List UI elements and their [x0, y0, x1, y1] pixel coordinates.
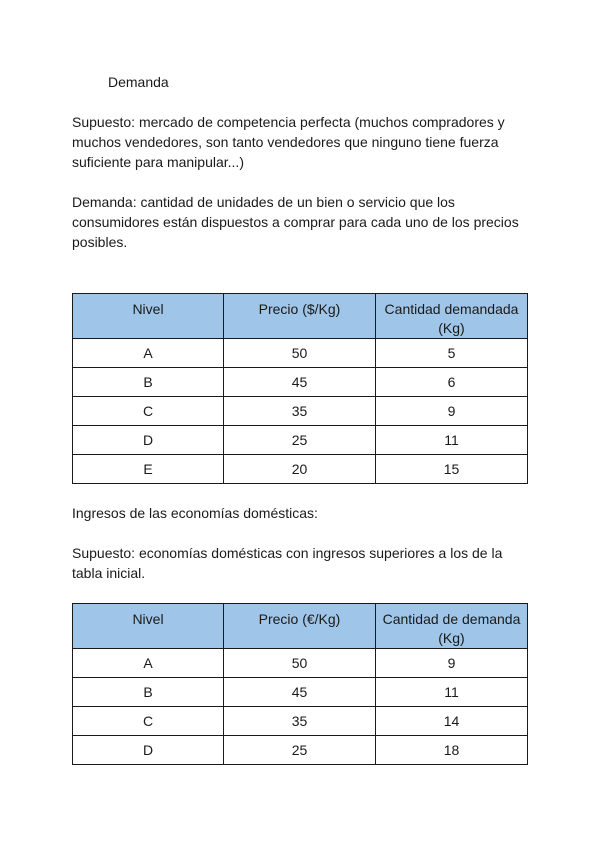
- table-cell: A: [73, 339, 224, 368]
- table-cell: 20: [224, 455, 376, 484]
- table-header-cell: Precio ($/Kg): [224, 294, 376, 339]
- page-title: Demanda: [108, 74, 169, 90]
- table-cell: 11: [376, 426, 528, 455]
- table-cell: 15: [376, 455, 528, 484]
- table-cell: 18: [376, 736, 528, 765]
- table-cell: 25: [224, 426, 376, 455]
- table-row: [73, 649, 528, 678]
- table-header-cell: Nivel: [73, 604, 224, 649]
- table-header-cell: Precio (€/Kg): [224, 604, 376, 649]
- demand-table-2: [72, 603, 528, 765]
- table-cell: B: [73, 368, 224, 397]
- table-header-cell: Cantidad demandada (Kg): [376, 294, 528, 339]
- definicion-paragraph: Demanda: cantidad de unidades de un bien o servicio que los consumidores están dispuestos a comprar para cada uno de los precios posibles.: [72, 194, 519, 250]
- table-row: [73, 397, 528, 426]
- table-cell: E: [73, 455, 224, 484]
- table-cell: 11: [376, 678, 528, 707]
- supuesto-paragraph-2: Supuesto: economías domésticas con ingresos superiores a los de la tabla inicial.: [72, 545, 503, 581]
- table-cell: 50: [224, 339, 376, 368]
- table-cell: 9: [376, 649, 528, 678]
- document-page: [72, 72, 528, 765]
- table-cell: 14: [376, 707, 528, 736]
- table-header-row: [73, 604, 528, 649]
- ingresos-title: Ingresos de las economías domésticas:: [72, 505, 318, 521]
- table-cell: 5: [376, 339, 528, 368]
- table-cell: 45: [224, 678, 376, 707]
- table-cell: B: [73, 678, 224, 707]
- table-cell: 35: [224, 397, 376, 426]
- table-row: [73, 339, 528, 368]
- table-cell: 9: [376, 397, 528, 426]
- table-row: [73, 455, 528, 484]
- table-row: [73, 736, 528, 765]
- table-row: [73, 368, 528, 397]
- table-header-cell: Cantidad de demanda (Kg): [376, 604, 528, 649]
- table-row: [73, 426, 528, 455]
- table-cell: D: [73, 426, 224, 455]
- table-cell: C: [73, 397, 224, 426]
- table-header-row: [73, 294, 528, 339]
- table-cell: 50: [224, 649, 376, 678]
- table-cell: 6: [376, 368, 528, 397]
- demand-table-1: [72, 293, 528, 484]
- table-header-cell: Nivel: [73, 294, 224, 339]
- table-row: [73, 678, 528, 707]
- table-cell: 25: [224, 736, 376, 765]
- table-cell: C: [73, 707, 224, 736]
- table-row: [73, 707, 528, 736]
- table-cell: 45: [224, 368, 376, 397]
- table-cell: A: [73, 649, 224, 678]
- table-cell: 35: [224, 707, 376, 736]
- table-cell: D: [73, 736, 224, 765]
- supuesto-paragraph-1: Supuesto: mercado de competencia perfecta (muchos compradores y muchos vendedores, son tanto vendedores que ninguno tiene fuerza suficiente para manipular...): [72, 114, 505, 170]
